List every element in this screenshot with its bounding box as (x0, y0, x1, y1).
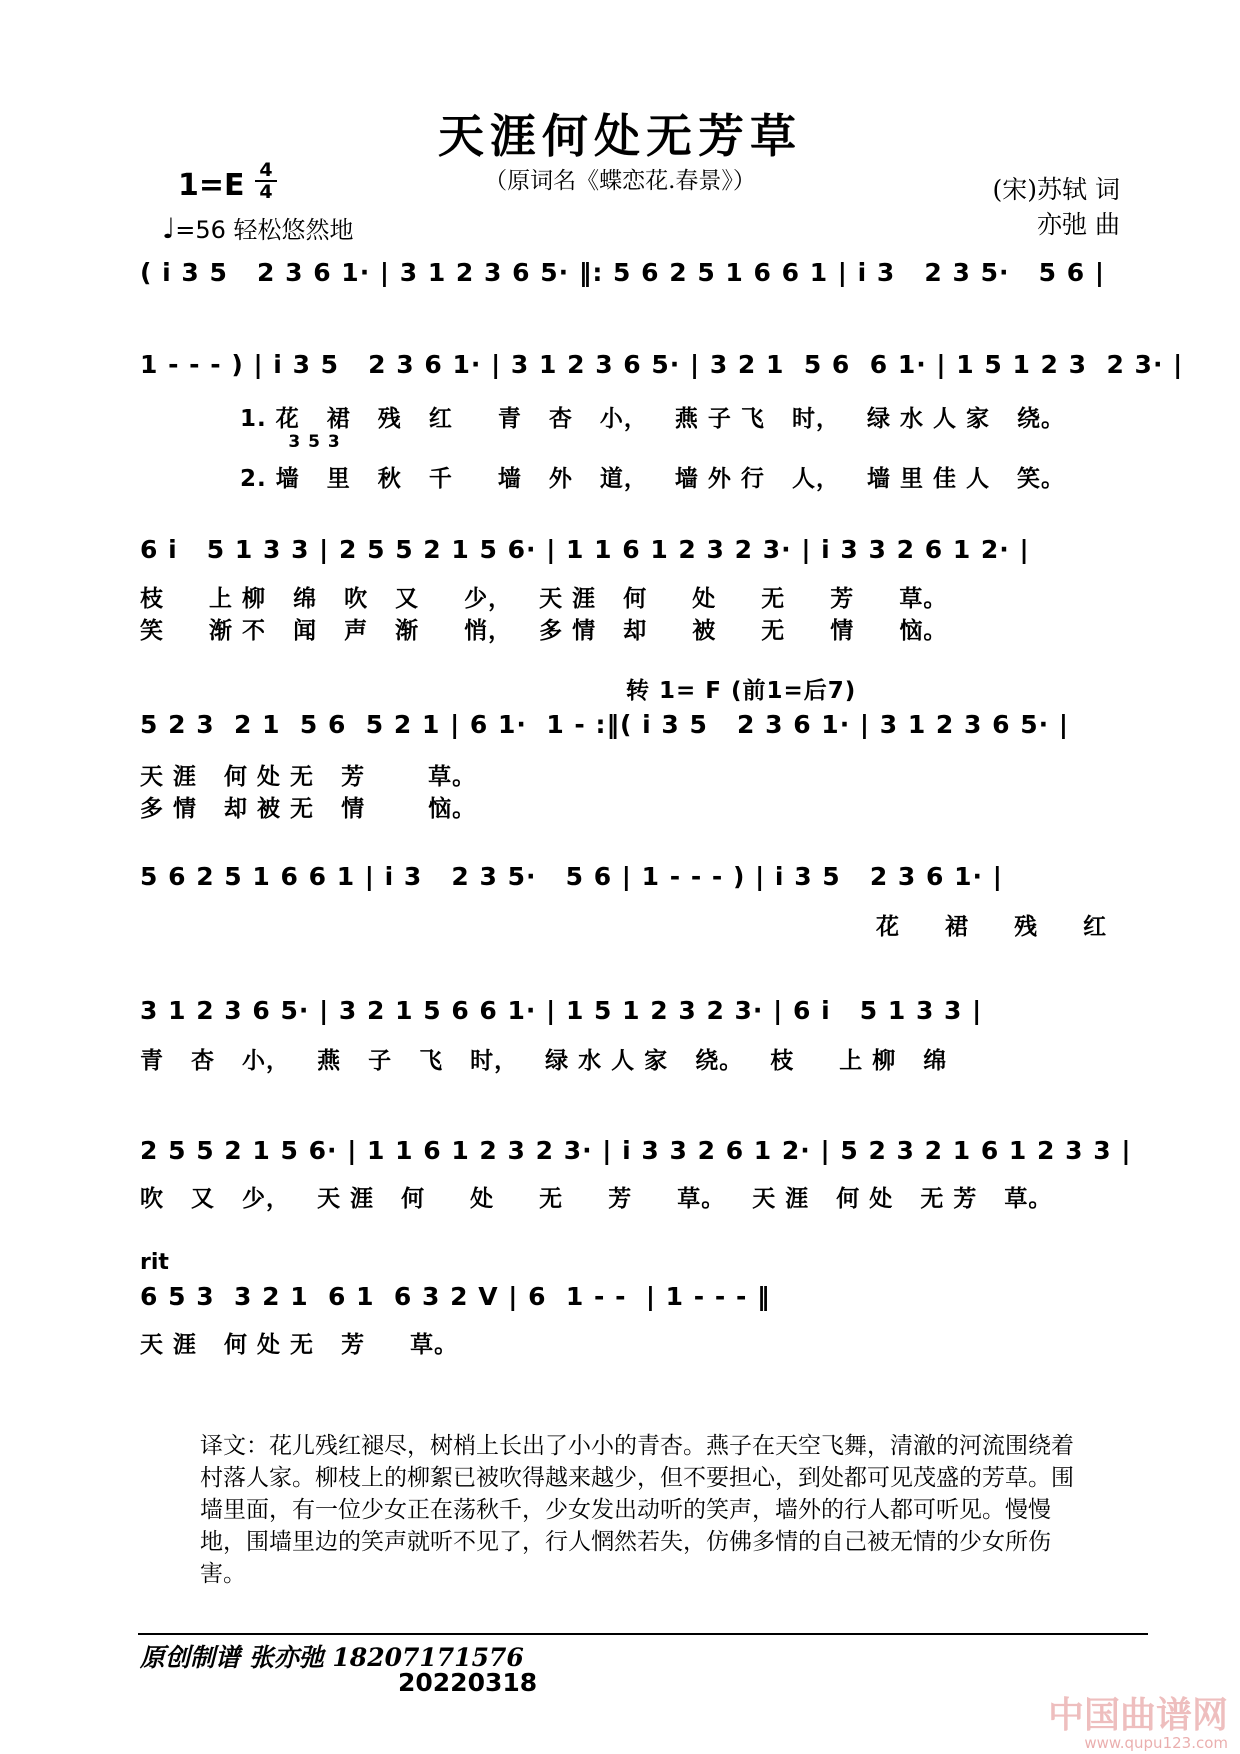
score-system-7-lyric-1: 吹 又 少， 天 涯 何 处 无 芳 草。 天 涯 何 处 无 芳 草。 (140, 1186, 1053, 1212)
score-system-3-lyric-2: 笑 渐 不 闻 声 渐 悄， 多 情 却 被 无 情 恼。 (140, 618, 948, 644)
score-system-4-lyric-1: 天 涯 何 处 无 芳 草。 (140, 764, 477, 790)
score-system-3-lyric-1: 枝 上 柳 绵 吹 又 少， 天 涯 何 处 无 芳 草。 (140, 586, 948, 612)
modulation-marking: 转 1= F (前1=后7) (626, 678, 857, 704)
score-system-8-lyric-1: 天 涯 何 处 无 芳 草。 (140, 1332, 459, 1358)
watermark-url: www.qupu123.com (1084, 1734, 1228, 1752)
score-subtitle: （原词名《蝶恋花.春景》） (484, 168, 756, 194)
watermark-logo: 中国曲谱网 (1047, 1694, 1228, 1736)
footer-divider (138, 1633, 1148, 1635)
lyricist-credit: (宋)苏轼 词 (992, 175, 1120, 204)
score-system-6-lyric-1: 青 杏 小， 燕 子 飞 时， 绿 水 人 家 绕。 枝 上 柳 绵 (140, 1048, 948, 1074)
footer-maker: 原创制谱 张亦弛 18207171576 (140, 1643, 524, 1672)
score-system-3-notes: 6 i 5 1 3 3 | 2 5 5 2 1 5 6· | 1 1 6 1 2 3 2 3· | i 3 3 2 6 1 2· | (140, 535, 1030, 564)
score-system-2-lyric-2: 2. 墙 里 秋 千 墙 外 道， 墙 外 行 人， 墙 里 佳 人 笑。 (240, 466, 1066, 492)
score-system-4-lyric-2: 多 情 却 被 无 情 恼。 (140, 796, 477, 822)
score-system-7-notes: 2 5 5 2 1 5 6· | 1 1 6 1 2 3 2 3· | i 3 3 2 6 1 2· | 5 2 3 2 1 6 1 2 3 3 | (140, 1136, 1132, 1165)
tempo-marking (162, 210, 354, 245)
score-system-2-variant-notes: 3 5 3 (240, 432, 341, 452)
score-system-2-notes: 1 - - - ) | i 3 5 2 3 6 1· | 3 1 2 3 6 5· | 3 2 1 5 6 6 1· | 1 5 1 2 3 2 3· | (140, 350, 1184, 379)
composer-credit: 亦弛 曲 (1037, 210, 1120, 239)
meter-bottom: 4 (259, 181, 273, 203)
score-system-4-notes: 5 2 3 2 1 5 6 5 2 1 | 6 1· 1 - :‖( i 3 5 2 3 6 1· | 3 1 2 3 6 5· | (140, 710, 1069, 739)
ritardando-marking: rit (140, 1250, 169, 1275)
time-signature (252, 160, 280, 202)
score-system-5-lyric-1: 花 裙 残 红 (876, 914, 1108, 940)
score-system-8-notes: 6 5 3 3 2 1 6 1 6 3 2 V | 6 1 - - | 1 - - - ‖ (140, 1282, 771, 1311)
footer-date: 20220318 (398, 1668, 538, 1697)
translation-text: 译文：花儿残红褪尽，树梢上长出了小小的青杏。燕子在天空飞舞，清澈的河流围绕着村落人家。柳枝上的柳絮已被吹得越来越少，但不要担心，到处都可见茂盛的芳草。围墙里面，有一位少女正在荡秋千，少女发出动听的笑声，墙外的行人都可听见。慢慢地，围墙里边的笑声就听不见了，行人惘然若失，仿佛多情的自己被无情的少女所伤害。 (200, 1433, 1074, 1587)
score-system-1-notes: ( i 3 5 2 3 6 1· | 3 1 2 3 6 5· ‖: 5 6 2 5 1 6 6 1 | i 3 2 3 5· 5 6 | (140, 258, 1105, 287)
meter-top: 4 (259, 159, 273, 181)
score-system-2-lyric-1: 1. 花 裙 残 红 青 杏 小， 燕 子 飞 时， 绿 水 人 家 绕。 (240, 406, 1066, 432)
quarter-note-icon: ♩ (162, 212, 176, 245)
key-signature: 1=E (178, 168, 245, 203)
score-system-5-notes: 5 6 2 5 1 6 6 1 | i 3 2 3 5· 5 6 | 1 - - - ) | i 3 5 2 3 6 1· | (140, 862, 1003, 891)
score-system-6-notes: 3 1 2 3 6 5· | 3 2 1 5 6 6 1· | 1 5 1 2 3 2 3· | 6 i 5 1 3 3 | (140, 996, 983, 1025)
score-title: 天涯何处无芳草 (438, 109, 802, 163)
tempo-text: =56 轻松悠然地 (175, 216, 354, 244)
